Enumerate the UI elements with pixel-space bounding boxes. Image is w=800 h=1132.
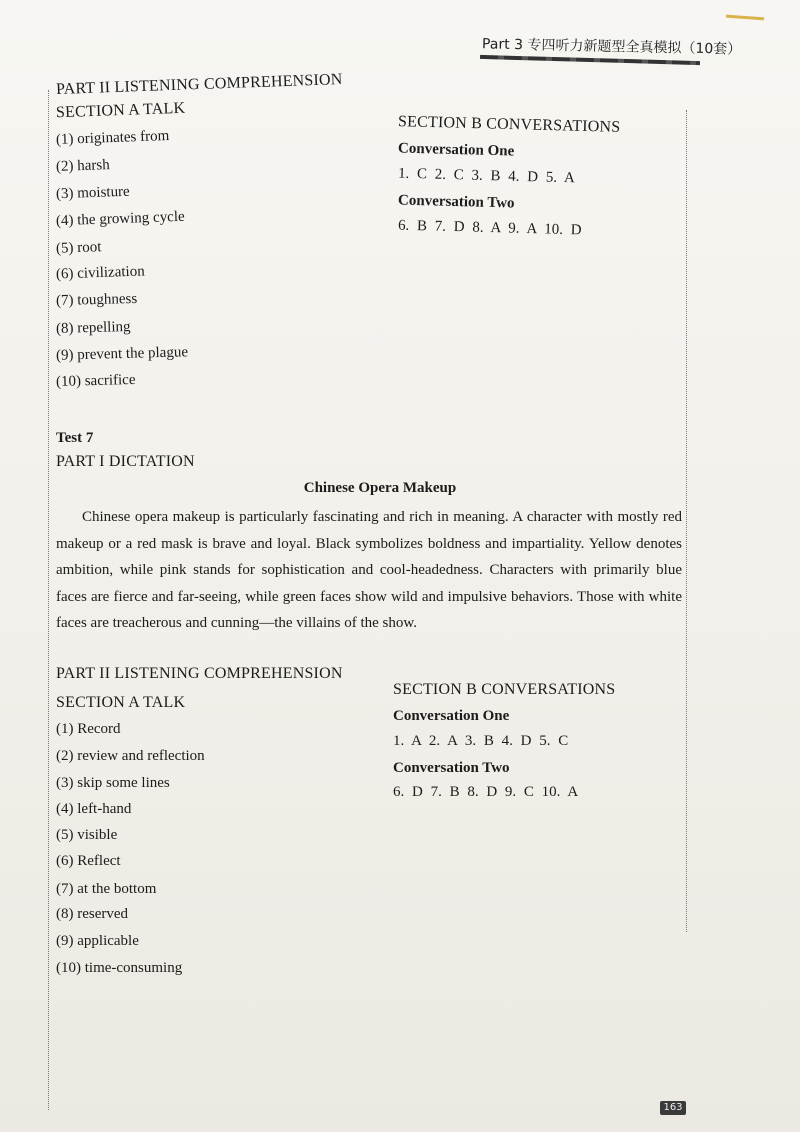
conv1-label: Conversation One [393, 708, 510, 724]
left-margin-rule [48, 90, 49, 1110]
talk-answer-top-6: (6) civilization [55, 263, 145, 283]
talk-answer-8: (8) reserved [56, 906, 129, 922]
conv1-label-top: Conversation One [397, 140, 515, 160]
running-head: Part 3 专四听力新题型全真模拟（10套） [481, 36, 742, 58]
talk-answer-top-2: (2) harsh [55, 157, 110, 175]
conv1-answers: 1. A 2. A 3. B 4. D 5. C [393, 733, 569, 749]
talk-answer-top-1: (1) originates from [55, 128, 170, 148]
talk-answer-2: (2) review and reflection [56, 748, 205, 764]
part1-heading: PART I DICTATION [56, 453, 195, 470]
talk-answer-top-8: (8) repelling [55, 319, 131, 337]
talk-answer-10: (10) time-consuming [56, 960, 183, 976]
sectionB-heading: SECTION B CONVERSATIONS [393, 681, 616, 698]
sectionB-heading-top: SECTION B CONVERSATIONS [397, 113, 621, 136]
corner-accent [726, 15, 764, 21]
sectionA-heading: SECTION A TALK [56, 694, 186, 711]
part2-heading-top: PART II LISTENING COMPREHENSION [55, 71, 343, 98]
dictation-title: Chinese Opera Makeup [303, 480, 457, 496]
talk-answer-5: (5) visible [56, 827, 118, 843]
talk-answer-6: (6) Reflect [56, 853, 121, 869]
talk-answer-top-5: (5) root [55, 239, 102, 257]
talk-answer-3: (3) skip some lines [56, 775, 170, 791]
test-label: Test 7 [56, 430, 94, 446]
conv2-label: Conversation Two [393, 760, 510, 776]
conv2-answers-top: 6. B 7. D 8. A 9. A 10. D [397, 217, 582, 239]
talk-answer-top-10: (10) sacrifice [55, 371, 136, 391]
talk-answer-9: (9) applicable [56, 933, 139, 949]
right-column-rule [686, 110, 687, 932]
part2-heading: PART II LISTENING COMPREHENSION [56, 665, 343, 682]
talk-answer-top-7: (7) toughness [55, 290, 138, 310]
talk-answer-7: (7) at the bottom [56, 881, 157, 897]
talk-answer-4: (4) left-hand [56, 801, 132, 817]
conv2-label-top: Conversation Two [397, 192, 515, 212]
talk-answer-top-3: (3) moisture [55, 183, 130, 203]
sectionA-heading-top: SECTION A TALK [55, 99, 186, 122]
talk-answer-top-9: (9) prevent the plague [55, 344, 189, 364]
talk-answer-1: (1) Record [56, 721, 121, 737]
conv1-answers-top: 1. C 2. C 3. B 4. D 5. A [397, 165, 576, 187]
conv2-answers: 6. D 7. B 8. D 9. C 10. A [393, 784, 579, 800]
talk-answer-top-4: (4) the growing cycle [55, 208, 185, 230]
dictation-text: Chinese opera makeup is particularly fascinating and rich in meaning. A character with mostly red makeup or a red mask is brave and loyal. Black symbolizes boldness and impartiality. Yellow denotes ambition, while pink stands for sophistication and cool-headedness. Characters with primarily blue faces are fierce and far-seeing, while green faces show wild and impulsive behaviors. Those with white faces are treacherous and cunning—the villains of the show. [56, 509, 682, 631]
page-number: 163 [660, 1101, 686, 1115]
